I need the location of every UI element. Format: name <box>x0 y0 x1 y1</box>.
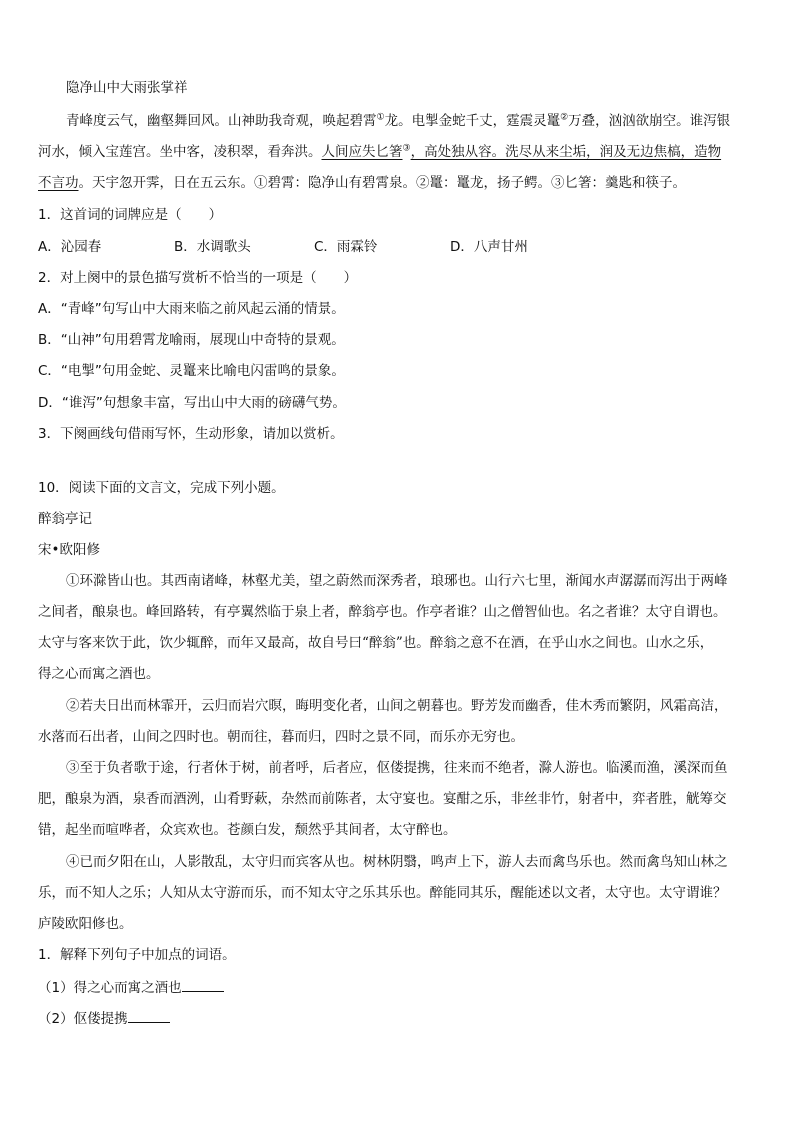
footnote-marker: ③ <box>402 143 411 154</box>
prose-line <box>38 664 756 684</box>
essay-title: 醉翁亭记 <box>38 511 92 527</box>
option-a[interactable]: A．沁园春 <box>38 239 102 255</box>
sub-question-1-stem: 1．解释下列句子中加点的词语。 <box>38 947 236 963</box>
poem-text: 河水，倾入宝莲宫。坐中客，凌积翠，看奔洪。 <box>38 144 322 160</box>
option-c[interactable]: C．雨霖铃 <box>314 239 378 255</box>
option-d[interactable]: D．“谁泻”句想象丰富，写出山中大雨的磅礴气势。 <box>38 395 346 411</box>
poem-line-1 <box>66 111 784 131</box>
question-2-stem: 2．对上阕中的景色描写赏析不恰当的一项是（ ） <box>38 270 358 286</box>
underlined-sentence: 不言功 <box>38 175 79 191</box>
item-text: （2）伛偻提携 <box>38 1011 128 1027</box>
option-a[interactable]: A．“青峰”句写山中大雨来临之前风起云涌的情景。 <box>38 301 345 317</box>
question-1-stem: 1．这首词的词牌应是（ ） <box>38 207 223 223</box>
prose-line: ③至于负者歌于途，行者休于树，前者呼，后者应，伛偻提携，往来而不绝者，滁人游也。临溪而渔，溪深而鱼 <box>66 760 728 776</box>
question-1-options <box>38 237 756 257</box>
footnote-marker: ② <box>560 112 569 123</box>
poem-text: 万叠，汹汹欲崩空。谁泻银 <box>568 113 731 129</box>
poem-line-3 <box>38 173 756 193</box>
underlined-sentence: ，高处独从容。洗尽从来尘垢，润及无边焦槁，造物 <box>410 144 722 160</box>
poem-text: 。天宇忽开霁，日在五云东。①碧霄：隐净山有碧霄泉。②鼍：鼍龙，扬子鳄。③匕箸：羹匙和筷子。 <box>78 175 686 191</box>
poem-text: 青峰度云气，幽壑舞回风。山神助我奇观，唤起碧霄 <box>66 113 377 129</box>
prose-line: 庐陵欧阳修也。 <box>38 916 133 932</box>
poem-line-2 <box>38 142 756 162</box>
option-d[interactable]: D．八声甘州 <box>450 239 528 255</box>
poem-title: 隐净山中大雨张掌祥 <box>66 80 188 96</box>
prose-line: 乐，而不知人之乐；人知从太守游而乐，而不知太守之乐其乐也。醉能同其乐，醒能述以文者，太守也。太守谓谁？ <box>38 885 727 901</box>
prose-line: ②若夫日出而林霏开，云归而岩穴暝，晦明变化者，山间之朝暮也。野芳发而幽香，佳木秀而繁阴，风霜高洁， <box>66 698 728 714</box>
prose-line: 之间者，酿泉也。峰回路转，有亭翼然临于泉上者，醉翁亭也。作亭者谁？山之僧智仙也。名之者谁？太守自谓也。 <box>38 604 727 620</box>
answer-blank[interactable] <box>128 1008 170 1023</box>
question-3-stem: 3．下阕画线句借雨写怀，生动形象，请加以赏析。 <box>38 426 344 442</box>
answer-blank[interactable] <box>182 977 224 992</box>
option-c[interactable]: C．“电掣”句用金蛇、灵鼍来比喻电闪雷鸣的景象。 <box>38 363 345 379</box>
sub-question-item <box>38 977 756 998</box>
prose-line: ①环滁皆山也。其西南诸峰，林壑尤美，望之蔚然而深秀者，琅琊也。山行六七里，渐闻水声潺潺而泻出于两峰 <box>66 573 728 589</box>
sub-question-item <box>38 1008 756 1029</box>
item-text: （1）得之心而寓之酒也 <box>38 980 182 996</box>
option-b[interactable]: B．“山神”句用碧霄龙喻雨，展现山中奇特的景观。 <box>38 332 345 348</box>
prose-line: 肥，酿泉为酒，泉香而酒洌，山肴野蔌，杂然而前陈者，太守宴也。宴酣之乐，非丝非竹，射者中，弈者胜，觥筹交 <box>38 791 727 807</box>
prose-line: 错，起坐而喧哗者，众宾欢也。苍颜白发，颓然乎其间者，太守醉也。 <box>38 822 457 838</box>
question-10-intro: 10．阅读下面的文言文，完成下列小题。 <box>38 480 285 496</box>
option-b[interactable]: B．水调歌头 <box>174 239 251 255</box>
prose-line: ④已而夕阳在山，人影散乱，太守归而宾客从也。树林阴翳，鸣声上下，游人去而禽鸟乐也。然而禽鸟知山林之 <box>66 854 728 870</box>
underlined-sentence: 人间应失匕箸 <box>321 144 403 160</box>
prose-line: 太守与客来饮于此，饮少辄醉，而年又最高，故自号曰“醉翁”也。醉翁之意不在酒，在乎山水之间也。山水之乐， <box>38 635 714 651</box>
prose-line: 水落而石出者，山间之四时也。朝而往，暮而归，四时之景不同，而乐亦无穷也。 <box>38 729 524 745</box>
prose-text: 得之心而寓之酒也。 <box>38 666 160 682</box>
essay-author: 宋•欧阳修 <box>38 542 100 558</box>
poem-text: 龙。电掣金蛇千丈，霆震灵鼍 <box>384 113 561 129</box>
footnote-marker: ① <box>376 112 385 123</box>
